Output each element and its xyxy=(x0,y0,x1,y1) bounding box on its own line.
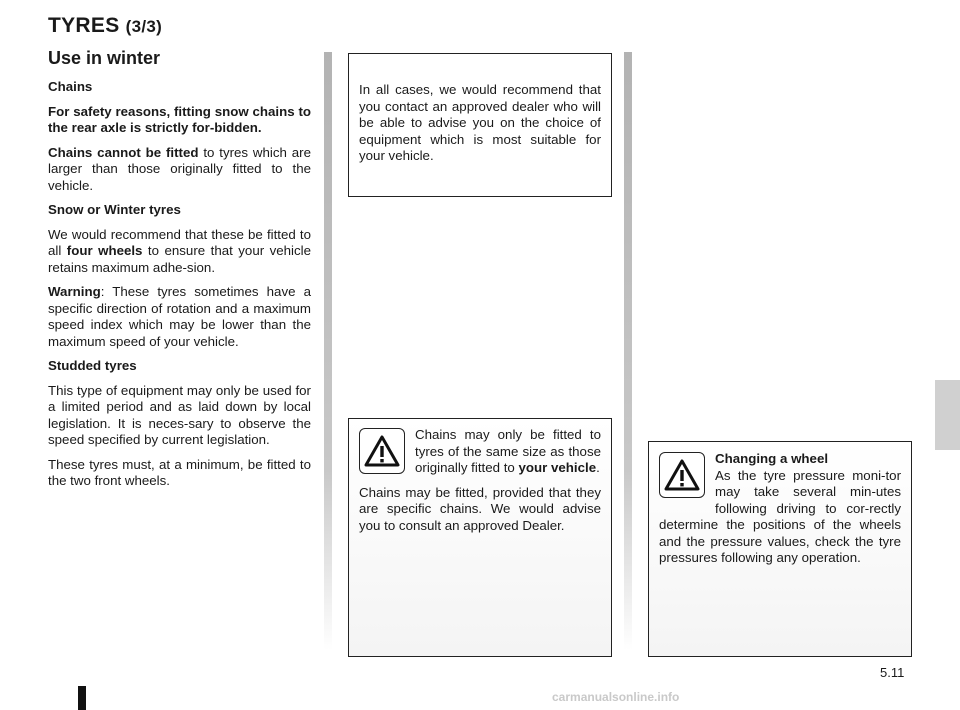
studded-heading: Studded tyres xyxy=(48,358,137,373)
chains-warning-box xyxy=(348,418,612,657)
warning-triangle-icon xyxy=(359,428,405,474)
warning-label: Warning xyxy=(48,284,101,299)
wheel-box-title: Changing a wheel xyxy=(715,451,829,466)
chains-cannot-bold: Chains cannot be fitted xyxy=(48,144,199,160)
snow-pre: We would recommend that these be fitted to all xyxy=(48,226,311,258)
chains-safety-warning: For safety reasons, fitting snow chains to the rear axle is strictly for-bidden. xyxy=(48,103,311,135)
page-title xyxy=(48,14,162,38)
chains-box-lead-post: . xyxy=(596,460,600,475)
snow-paragraph xyxy=(48,227,311,277)
corner-mark xyxy=(78,686,86,710)
snow-post: to ensure that your vehicle retains maximum adhe-sion. xyxy=(48,243,312,275)
page-title-part: (3/3) xyxy=(125,17,163,36)
chapter-tab xyxy=(935,380,960,450)
chains-heading: Chains xyxy=(48,79,93,94)
left-column xyxy=(48,79,311,498)
chains-box-lead-bold: your vehicle xyxy=(518,460,597,475)
snow-bold: four wheels xyxy=(66,243,143,258)
page-title-text: TYRES xyxy=(48,14,120,37)
warning-text: : These tyres sometimes have a specific direction of rotation and a maximum speed index which may be lower than the maximum speed of your vehicle. xyxy=(48,284,311,349)
chains-box-lead-pre: Chains may only be fitted to tyres of the same size as those originally fitted to xyxy=(415,427,601,475)
watermark: carmanualsonline.info xyxy=(552,690,680,704)
chains-box-text: Chains may be fitted, provided that they are specific chains. We would advise you to consult an approved Dealer. xyxy=(359,484,601,533)
studded-paragraph-1: This type of equipment may only be used for a limited period and as laid down by local legislation. It is neces-sary to observe the speed specified by current legislation. xyxy=(48,382,311,447)
snow-heading: Snow or Winter tyres xyxy=(48,202,181,217)
section-title: Use in winter xyxy=(48,48,161,68)
recommendation-box xyxy=(348,53,612,197)
warning-paragraph xyxy=(48,284,311,350)
warning-triangle-icon xyxy=(659,452,705,498)
column-divider-2 xyxy=(624,52,632,650)
chains-cannot-paragraph xyxy=(48,145,311,195)
column-divider-1 xyxy=(324,52,332,650)
page-number: 5.11 xyxy=(880,665,905,680)
studded-paragraph-2: These tyres must, at a minimum, be fitted to the two front wheels. xyxy=(48,456,311,488)
chains-cannot-rest: to tyres which are larger than those originally fitted to the vehicle. xyxy=(48,144,311,193)
wheel-warning-box xyxy=(648,441,912,657)
recommendation-text: In all cases, we would recommend that you contact an approved dealer who will be able to advise you on the choice of equipment which is most suitable for your vehicle. xyxy=(359,82,601,163)
wheel-box-text: As the tyre pressure moni-tor may take several min-utes following driving to cor-rectly determine the positions of the wheels and the pressure values, check the tyre pressures following any operation. xyxy=(659,467,901,565)
